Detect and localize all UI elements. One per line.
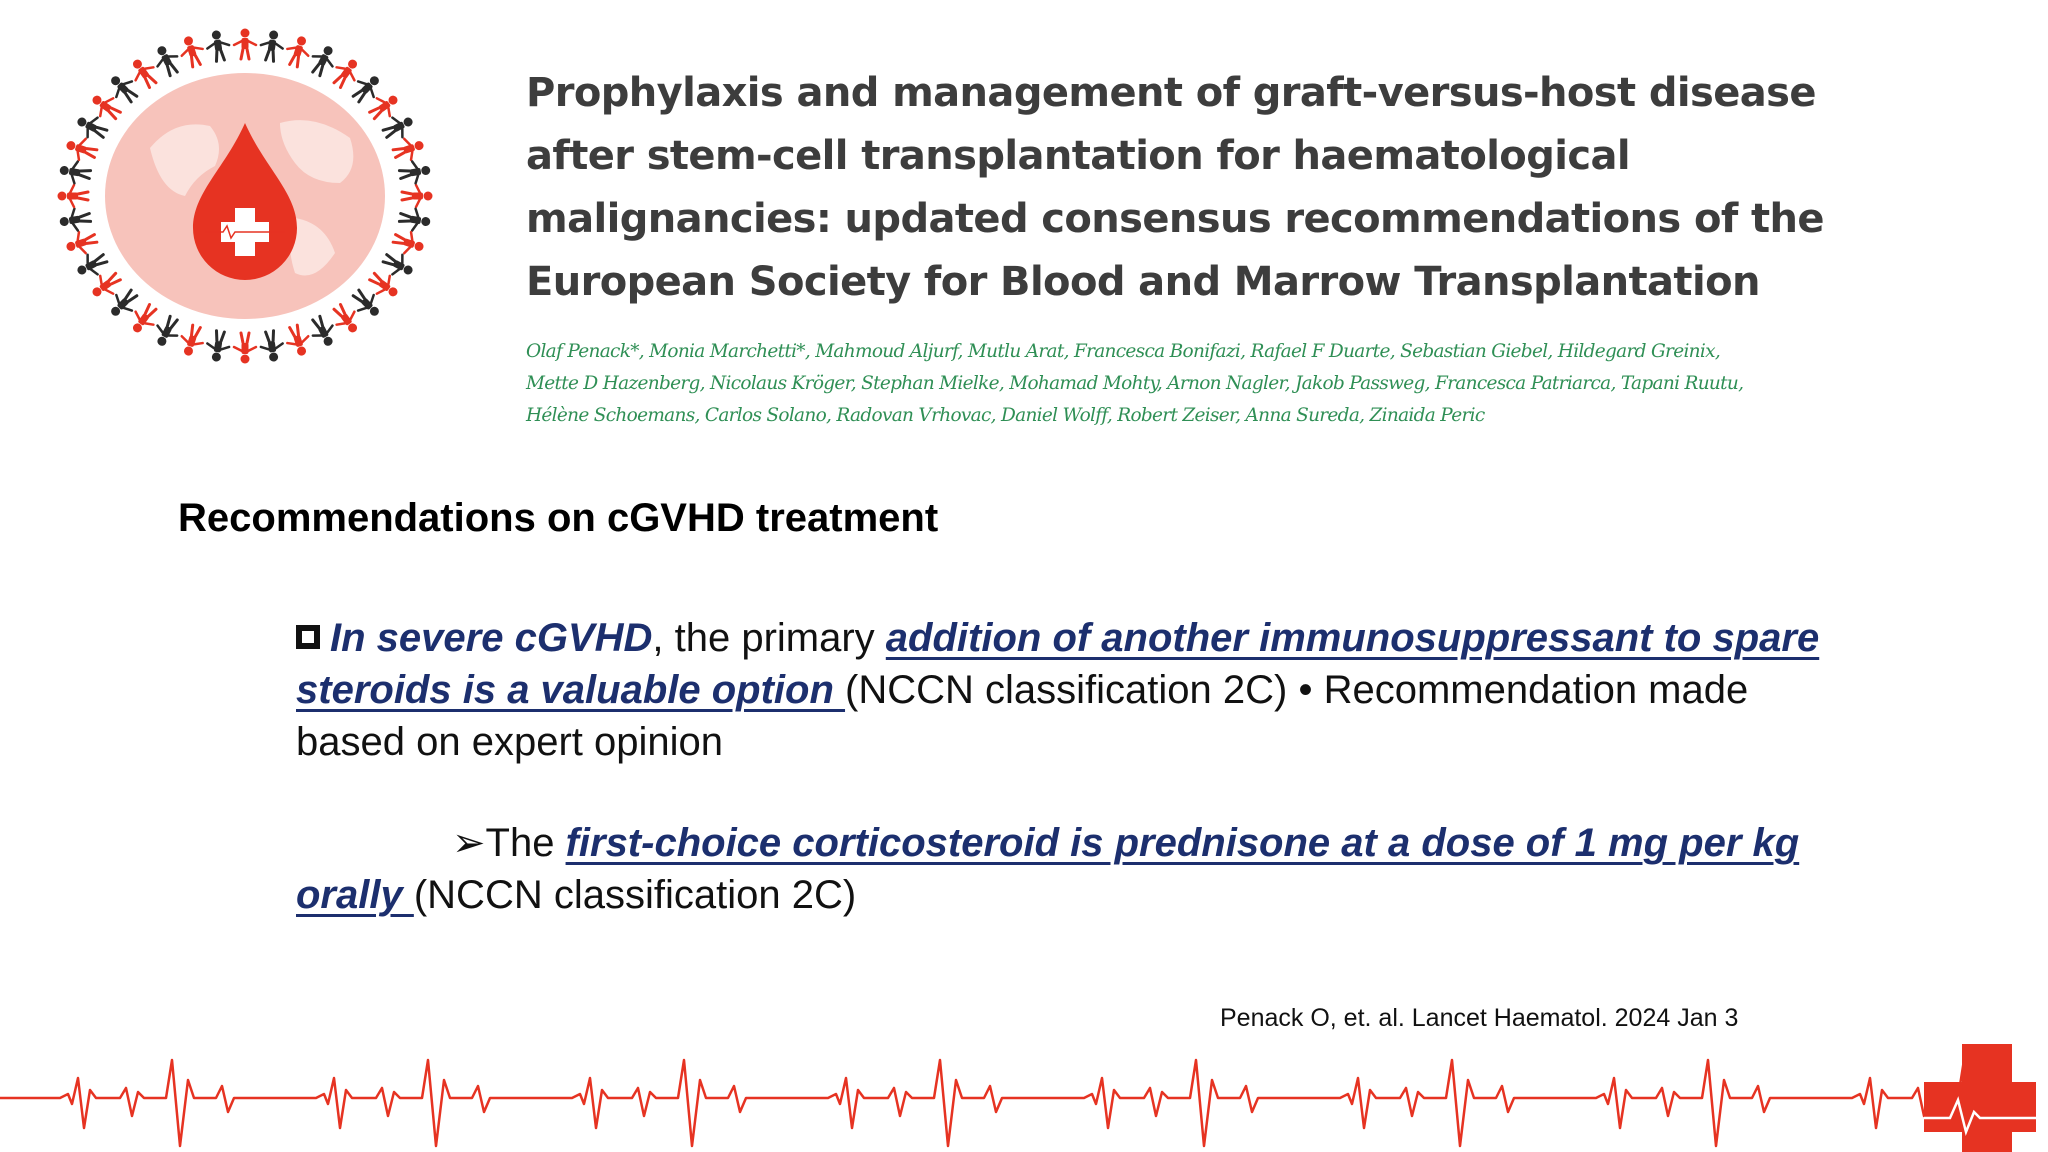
author-list: [526, 336, 1826, 432]
author-line: Olaf Penack*, Monia Marchetti*, Mahmoud Aljurf, Mutlu Arat, Francesca Bonifazi, Rafael F Duarte, Sebastian Giebel, Hildegard Greinix,: [526, 341, 1721, 362]
paper-title-line: after stem-cell transplantation for haematological: [526, 133, 1630, 179]
section-heading: Recommendations on cGVHD treatment: [178, 496, 939, 540]
arrow-bullet-icon: ➢: [452, 821, 486, 865]
ecg-heartbeat-line-icon: [0, 1020, 2048, 1152]
square-bullet-icon: [296, 625, 320, 649]
body-text: (NCCN classification 2C) • Recommendation made based on expert opinion: [296, 668, 1749, 764]
author-line: Mette D Hazenberg, Nicolaus Kröger, Stephan Mielke, Mohamad Mohty, Arnon Nagler, Jakob Passweg, Francesca Patriarca, Tapani Ruutu,: [526, 373, 1744, 394]
recommendation-corticosteroid: [296, 817, 1856, 921]
citation: Penack O, et. al. Lancet Haematol. 2024 Jan 3: [1220, 1004, 1739, 1032]
paper-title-line: malignancies: updated consensus recommendations of the: [526, 196, 1824, 242]
paper-title-line: Prophylaxis and management of graft-versus-host disease: [526, 70, 1816, 116]
logo-icon: [55, 28, 435, 368]
paper-title-line: European Society for Blood and Marrow Transplantation: [526, 259, 1760, 305]
recommendation-severe-cgvhd: [296, 612, 1856, 768]
body-text: , the primary: [652, 616, 886, 660]
body-text: The: [485, 821, 566, 865]
medical-cross-icon: [1924, 1044, 2036, 1152]
author-line: Hélène Schoemans, Carlos Solano, Radovan Vrhovac, Daniel Wolff, Robert Zeiser, Anna Sureda, Zinaida Peric: [526, 405, 1485, 426]
underlined-emphasis-text: first-choice corticosteroid is prednisone at a dose of 1 mg per kg orally: [296, 821, 1800, 917]
body-text: (NCCN classification 2C): [413, 873, 857, 917]
underlined-emphasis-text: addition of another immunosuppressant to spare steroids is a valuable option: [296, 616, 1820, 712]
paper-title: [526, 62, 1826, 314]
emphasis-text: In severe cGVHD: [330, 616, 653, 660]
